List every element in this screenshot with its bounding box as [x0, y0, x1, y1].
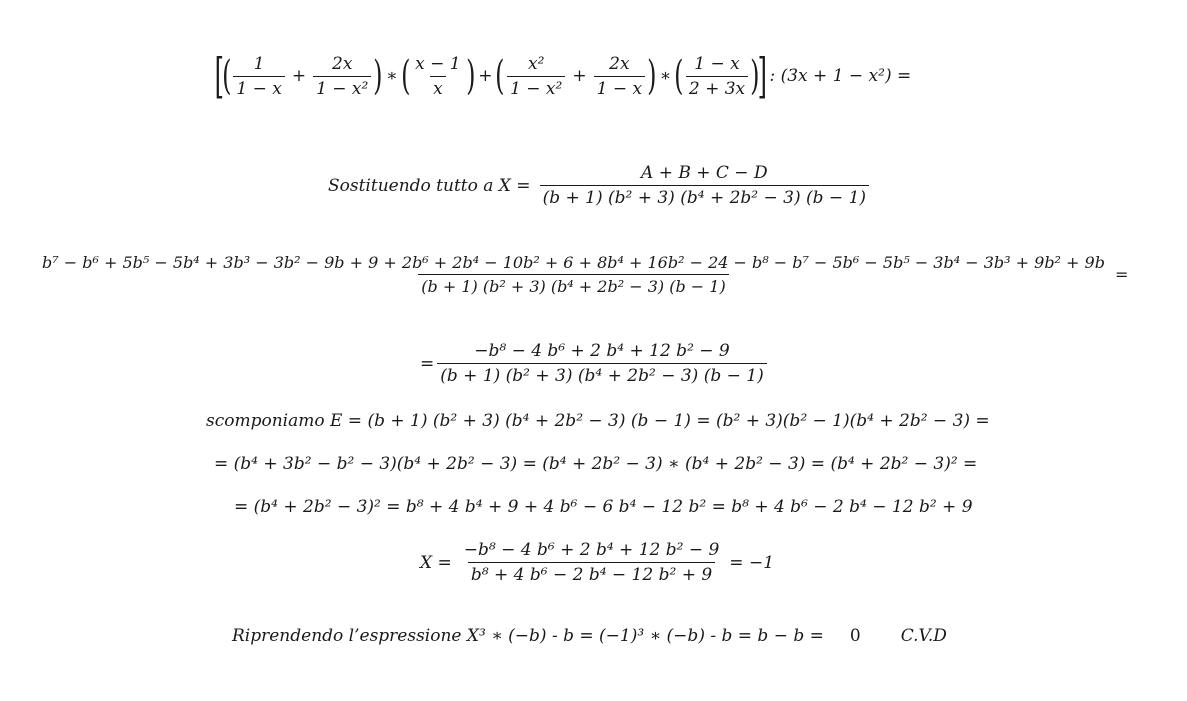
fraction: $\frac{\text{x²}}{\text{1 − x²}}$ [507, 54, 565, 99]
equation-line-2: Sostituendo tutto a X = $\frac{A + B + C - D}{\text{(b + 1) (b² + 3) (b⁴ + 2b² − 3) (b − 1)}}$ [328, 163, 872, 208]
equation-line-6: = (b⁴ + 3b² − b² − 3)(b⁴ + 2b² − 3) = (b⁴ + 2b² − 3) ∗ (b⁴ + 2b² − 3) = (b⁴ + 2b² − 3)² = [214, 454, 978, 474]
fraction: b⁷ − b⁶ + 5b⁵ − 5b⁴ + 3b³ − 3b² − 9b + 9 + 2b⁶ + 2b⁴ − 10b² + 6 + 8b⁴ + 16b² − 24 − b⁸ − b⁷ − 5b⁶ − 5b⁵ − 3b⁴ − 3b³ + 9b² + 9b (b + 1) (b² + 3) (b⁴ + 2b² − 3) (b − 1) [42, 253, 1105, 296]
fraction: $\frac{1 - x}{2 + 3x}$ [686, 54, 748, 99]
equation-line-9: Riprendendo l’espressione X³ ∗ (−b) - b = (−1)³ ∗ (−b) - b = b − b = 0 C.V.D [232, 626, 947, 646]
equation-line-8: X = $\frac{\text{−b⁸ − 4 b⁶ + 2 b⁴ + 12 b² − 9}}{\text{b⁸ + 4 b⁶ − 2 b⁴ − 12 b² + 9}}$ = −1 [420, 540, 775, 585]
equation-line-7: = (b⁴ + 2b² − 3)² = b⁸ + 4 b⁴ + 9 + 4 b⁶ − 6 b⁴ − 12 b² = b⁸ + 4 b⁶ − 2 b⁴ − 12 b² + 9 [234, 497, 973, 517]
fraction: $\frac{A + B + C - D}{\text{(b + 1) (b² + 3) (b⁴ + 2b² − 3) (b − 1)}}$ [540, 163, 869, 208]
result-zero: 0 [849, 626, 861, 646]
fraction: $\frac{2x}{\text{1 − x²}}$ [313, 54, 371, 99]
equation-line-5: scomponiamo E = (b + 1) (b² + 3) (b⁴ + 2b² − 3) (b − 1) = (b² + 3)(b² − 1)(b⁴ + 2b² − 3) = [206, 411, 990, 431]
equation-line-4: = $\frac{\text{−b⁸ − 4 b⁶ + 2 b⁴ + 12 b² − 9}}{\text{(b + 1) (b² + 3) (b⁴ + 2b² − 3) (b − 1)}}$ [420, 341, 770, 386]
equation-line-1: [ ( $\frac{1}{1 - x}$ + $\frac{2x}{\text{1 − x²}}$ ) ∗ ( $\frac{x - 1}{x}$ ) + ( $\frac{\text{x²}}{\text{1 − x²}}$ + $\frac{2x}{1 - x}$ ) ∗ ( $\frac{1 - x}{2 + 3x}$ ) ] : (3x + 1 − x²) = [214, 48, 912, 104]
fraction: $\frac{1}{1 - x}$ [233, 54, 284, 99]
equation-line-3: b⁷ − b⁶ + 5b⁵ − 5b⁴ + 3b³ − 3b² − 9b + 9 + 2b⁶ + 2b⁴ − 10b² + 6 + 8b⁴ + 16b² − 24 − b⁸ − b⁷ − 5b⁶ − 5b⁵ − 3b⁴ − 3b³ + 9b² + 9b (b + 1) (b² + 3) (b⁴ + 2b² − 3) (b − 1) = [36, 253, 1132, 296]
fraction: $\frac{x - 1}{x}$ [415, 53, 461, 99]
fraction: $\frac{\text{−b⁸ − 4 b⁶ + 2 b⁴ + 12 b² − 9}}{\text{b⁸ + 4 b⁶ − 2 b⁴ − 12 b² + 9}}$ [463, 540, 720, 585]
cvd-label: C.V.D [900, 626, 947, 646]
fraction: $\frac{2x}{1 - x}$ [594, 54, 645, 99]
fraction: $\frac{\text{−b⁸ − 4 b⁶ + 2 b⁴ + 12 b² − 9}}{\text{(b + 1) (b² + 3) (b⁴ + 2b² − 3) (b − 1)}}$ [437, 341, 766, 386]
